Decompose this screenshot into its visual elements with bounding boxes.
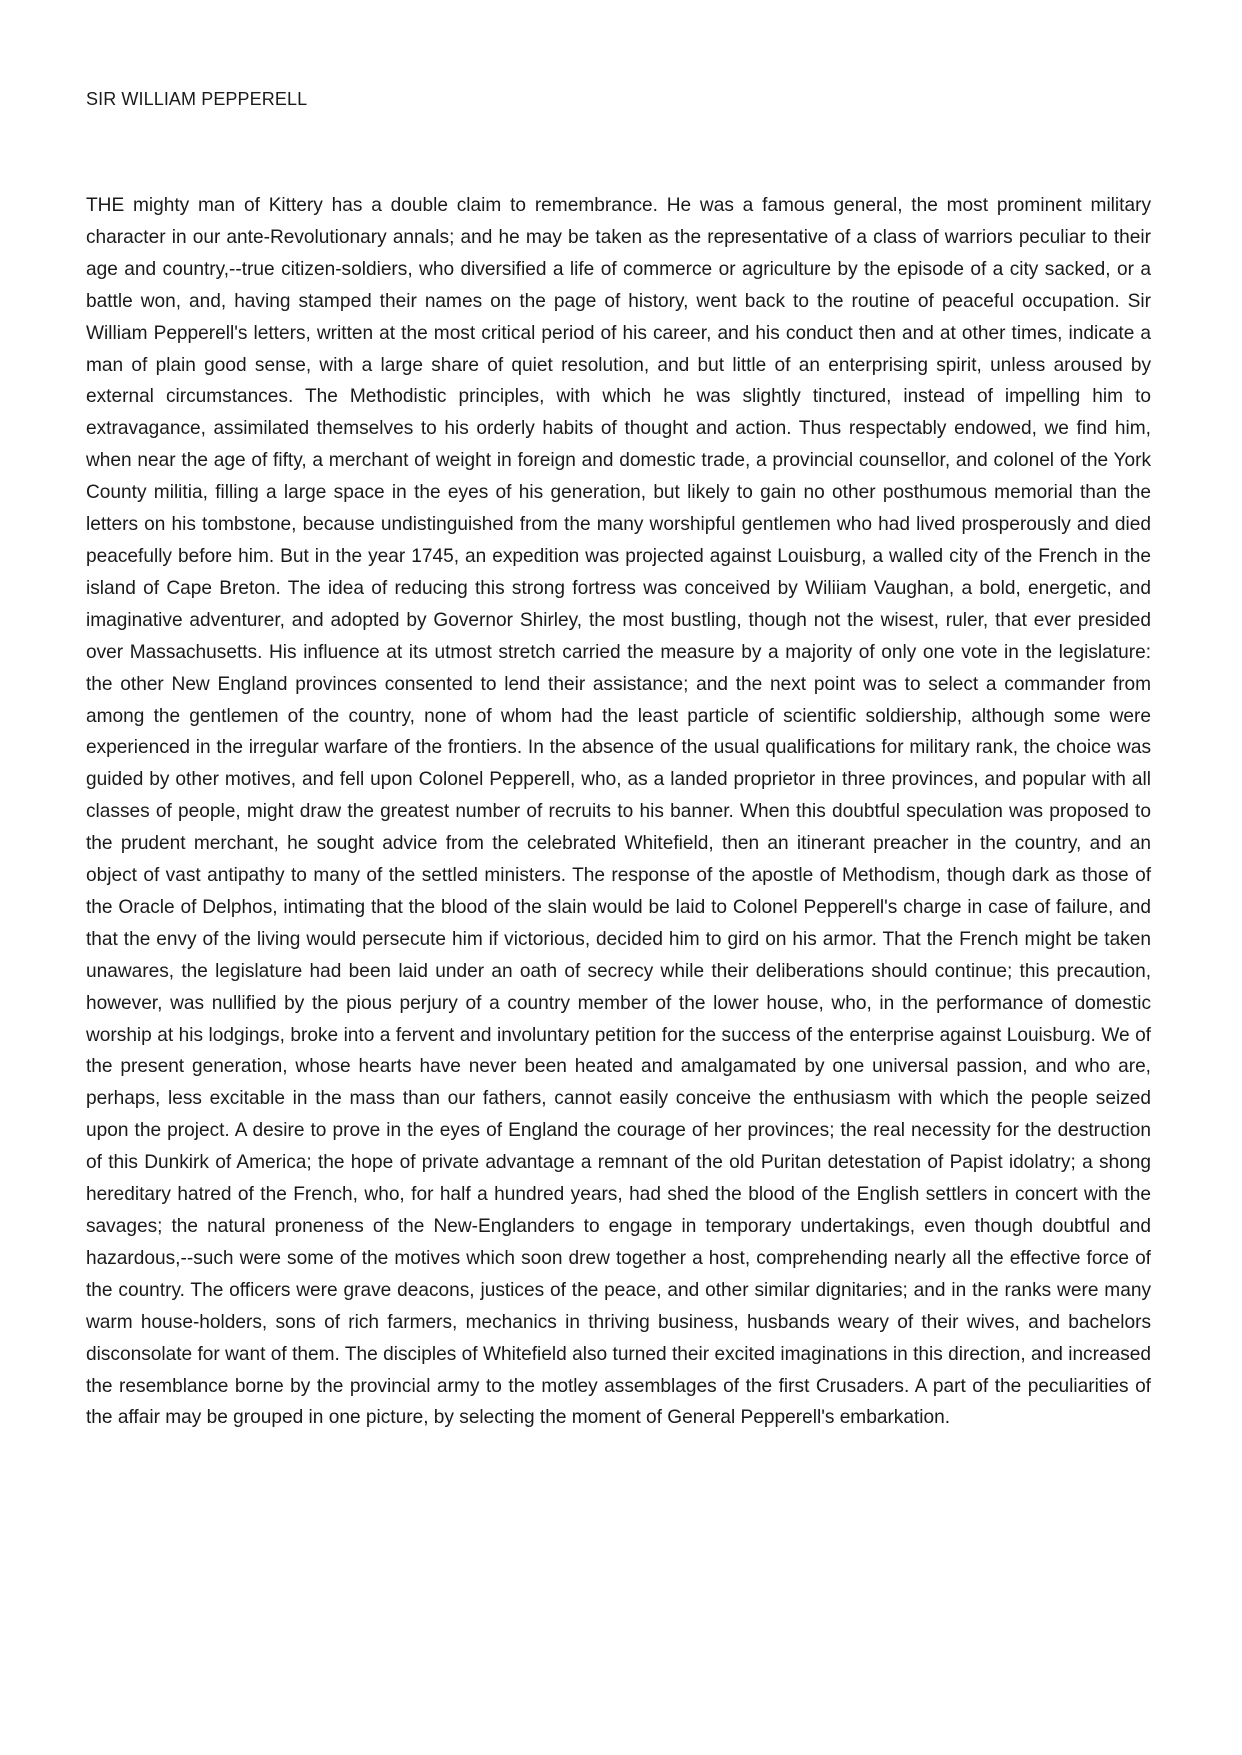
document-title: SIR WILLIAM PEPPERELL [86, 89, 308, 109]
document-body-paragraph: THE mighty man of Kittery has a double claim to remembrance. He was a famous general, the most prominent military character in our ante-Revolutionary annals; and he may be taken as the representative of a class of warriors peculiar to their age and country,--true citizen-soldiers, who diversified a life of commerce or agriculture by the episode of a city sacked, or a battle won, and, having stamped their names on the page of history, went back to the routine of peaceful occupation. Sir William Pepperell's letters, written at the most critical period of his career, and his conduct then and at other times, indicate a man of plain good sense, with a large share of quiet resolution, and but little of an enterprising spirit, unless aroused by external circumstances. The Methodistic principles, with which he was slightly tinctured, instead of impelling him to extravagance, assimilated themselves to his orderly habits of thought and action. Thus respectably endowed, we find him, when near the age of fifty, a merchant of weight in foreign and domestic trade, a provincial counsellor, and colonel of the York County militia, filling a large space in the eyes of his generation, but likely to gain no other posthumous memorial than the letters on his tombstone, because undistinguished from the many worshipful gentlemen who had lived prosperously and died peacefully before him. But in the year 1745, an expedition was projected against Louisburg, a walled city of the French in the island of Cape Breton. The idea of reducing this strong fortress was conceived by Wiliiam Vaughan, a bold, energetic, and imaginative adventurer, and adopted by Governor Shirley, the most bustling, though not the wisest, ruler, that ever presided over Massachusetts. His influence at its utmost stretch carried the measure by a majority of only one vote in the legislature: the other New England provinces consented to lend their assistance; and the next point was to select a commander from among the gentlemen of the country, none of whom had the least particle of scientific soldiership, although some were experienced in the irregular warfare of the frontiers. In the absence of the usual qualifications for military rank, the choice was guided by other motives, and fell upon Colonel Pepperell, who, as a landed proprietor in three provinces, and popular with all classes of people, might draw the greatest number of recruits to his banner. When this doubtful speculation was proposed to the prudent merchant, he sought advice from the celebrated Whitefield, then an itinerant preacher in the country, and an object of vast antipathy to many of the settled ministers. The response of the apostle of Methodism, though dark as those of the Oracle of Delphos, intimating that the blood of the slain would be laid to Colonel Pepperell's charge in case of failure, and that the envy of the living would persecute him if victorious, decided him to gird on his armor. That the French might be taken unawares, the legislature had been laid under an oath of secrecy while their deliberations should continue; this precaution, however, was nullified by the pious perjury of a country member of the lower house, who, in the performance of domestic worship at his lodgings, broke into a fervent and involuntary petition for the success of the enterprise against Louisburg. We of the present generation, whose hearts have never been heated and amalgamated by one universal passion, and who are, perhaps, less excitable in the mass than our fathers, cannot easily conceive the enthusiasm with which the people seized upon the project. A desire to prove in the eyes of England the courage of her provinces; the real necessity for the destruction of this Dunkirk of America; the hope of private advantage a remnant of the old Puritan detestation of Papist idolatry; a shong hereditary hatred of the French, who, for half a hundred years, had shed the blood of the English settlers in concert with the savages; the natural proneness of the New-Englanders to engage in temporary undertakings, even though doubtful and hazardous,--such were some of the motives which soon drew together a host, comprehending nearly all the effective force of the country. The officers were grave deacons, justices of the peace, and other similar dignitaries; and in the ranks were many warm house-holders, sons of rich farmers, mechanics in thriving business, husbands weary of their wives, and bachelors disconsolate for want of them. The disciples of Whitefield also turned their excited imaginations in this direction, and increased the resemblance borne by the provincial army to the motley assemblages of the first Crusaders. A part of the peculiarities of the affair may be grouped in one picture, by selecting the moment of General Pepperell's embarkation. [86, 195, 1151, 1429]
